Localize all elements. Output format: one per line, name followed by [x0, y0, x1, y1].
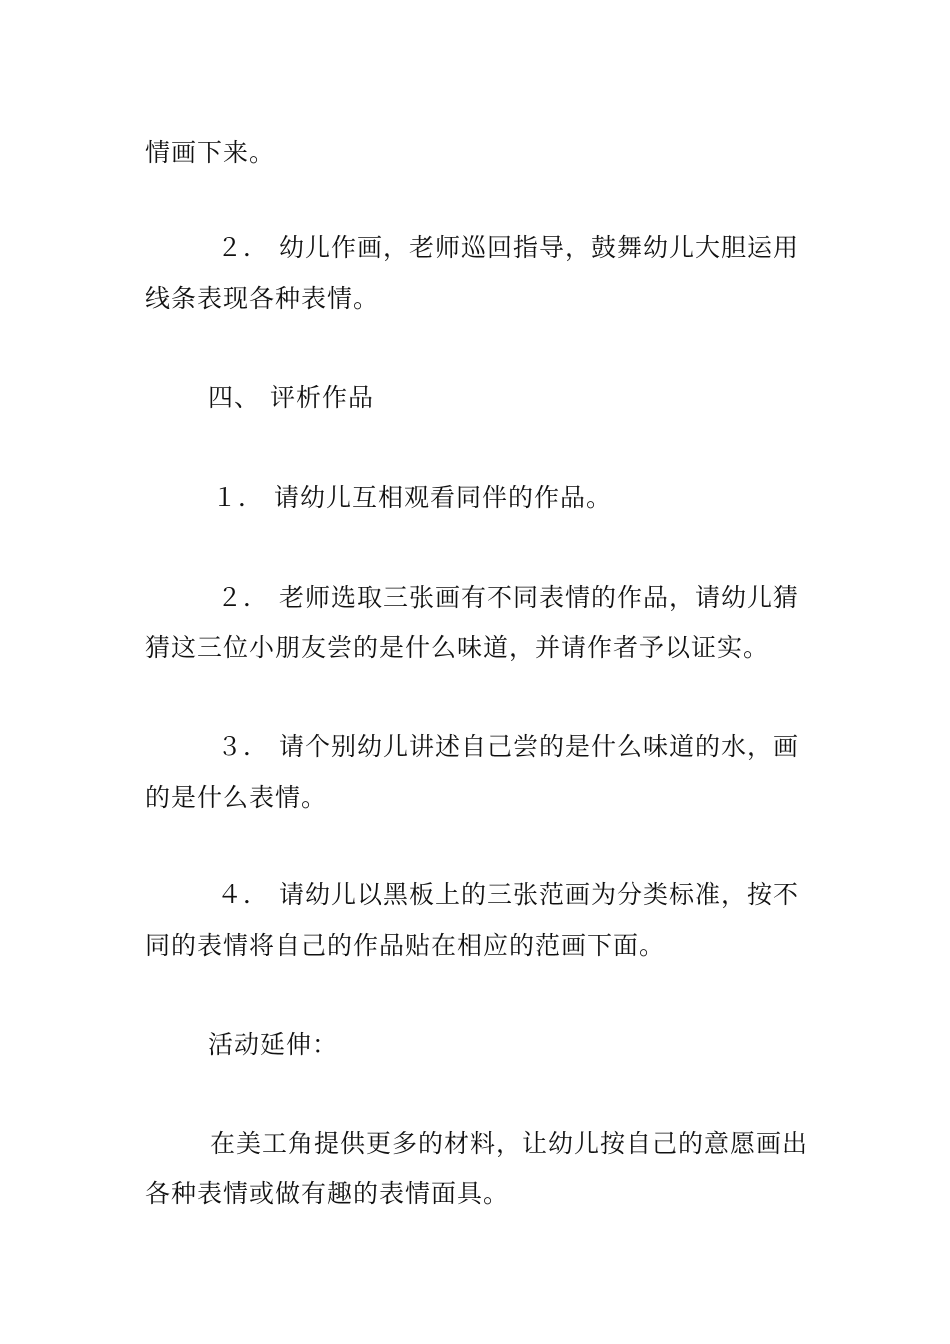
list-number: ４．	[217, 880, 270, 909]
list-item-text: 请幼儿以黑板上的三张范画为分类标准，按不	[279, 880, 800, 909]
paragraph-line: 猜这三位小朋友尝的是什么味道，并请作者予以证实。	[145, 633, 770, 662]
list-item-line	[217, 732, 887, 762]
list-item-text: 请幼儿互相观看同伴的作品。	[274, 483, 613, 512]
list-item-line	[217, 233, 887, 263]
list-item-line	[217, 880, 887, 910]
section-title: 评析作品	[270, 383, 375, 412]
list-item-text: 老师选取三张画有不同表情的作品，请幼儿猜	[279, 583, 800, 612]
paragraph-line: 在美工角提供更多的材料，让幼儿按自己的意愿画出	[210, 1129, 809, 1158]
section-number: 四、	[208, 383, 261, 412]
paragraph-line: 情画下来。	[145, 138, 276, 167]
paragraph-line: 各种表情或做有趣的表情面具。	[145, 1179, 510, 1208]
list-item-text: 请个别幼儿讲述自己尝的是什么味道的水，画	[279, 732, 800, 761]
list-number: ２．	[217, 233, 270, 262]
list-item-line	[217, 583, 887, 613]
section-heading	[208, 383, 878, 413]
paragraph-line: 的是什么表情。	[145, 783, 328, 812]
paragraph-line: 线条表现各种表情。	[145, 284, 380, 313]
list-number: １．	[212, 483, 265, 512]
list-number: ３．	[217, 732, 270, 761]
paragraph-line: 同的表情将自己的作品贴在相应的范画下面。	[145, 931, 666, 960]
list-item-line	[212, 483, 882, 513]
list-item-text: 幼儿作画，老师巡回指导，鼓舞幼儿大胆运用	[279, 233, 800, 262]
list-number: ２．	[217, 583, 270, 612]
section-heading: 活动延伸：	[208, 1030, 339, 1059]
